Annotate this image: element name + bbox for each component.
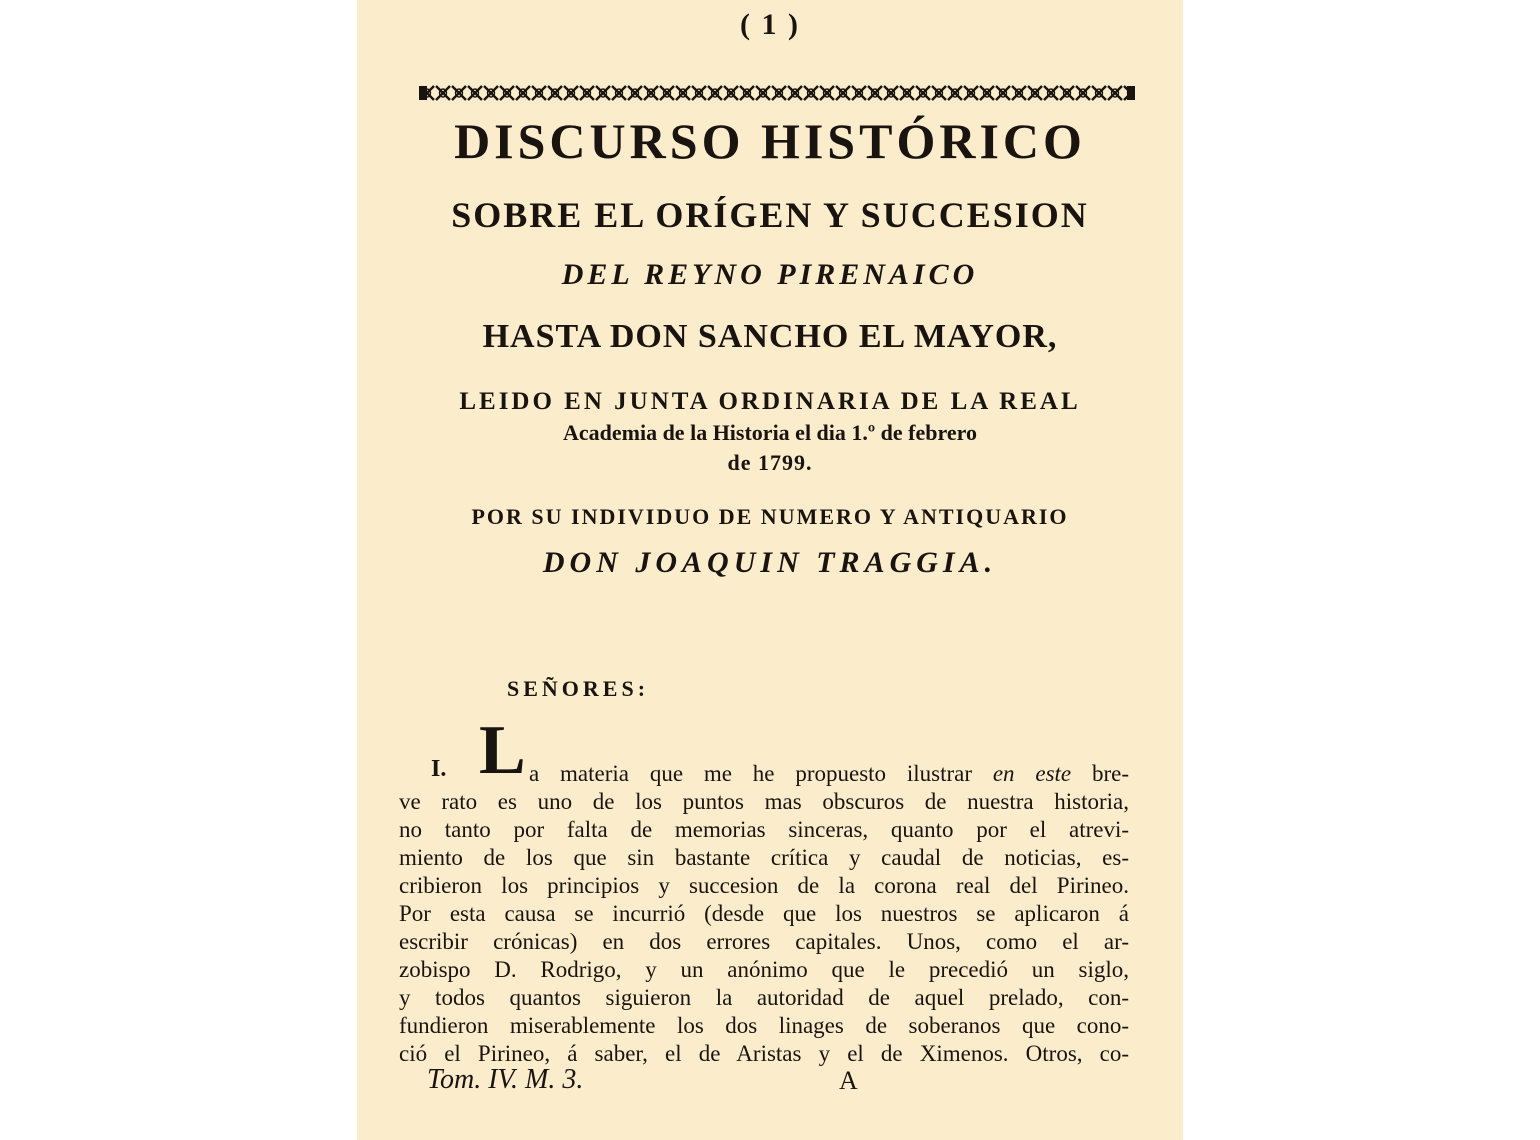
body-line: fundieron miserablemente los dos linages de soberanos que cono- bbox=[399, 1013, 1129, 1038]
read-note-line-3: de 1799. bbox=[727, 450, 813, 475]
book-page bbox=[357, 0, 1183, 1140]
byline-role: POR SU INDIVIDUO DE NUMERO Y ANTIQUARIO bbox=[471, 504, 1069, 529]
ornamental-rule bbox=[419, 80, 1135, 106]
body-line-first bbox=[529, 760, 1129, 788]
title-line-4: HASTA DON SANCHO EL MAYOR, bbox=[482, 318, 1058, 355]
body-text-segment: bre- bbox=[1071, 761, 1129, 786]
body-line: y todos quantos siguieron la autoridad de aquel prelado, con- bbox=[399, 985, 1129, 1010]
body-line: zobispo D. Rodrigo, y un anónimo que le precedió un siglo, bbox=[399, 957, 1129, 982]
paragraph-number: I. bbox=[431, 756, 447, 782]
author-name: DON JOAQUIN TRAGGIA. bbox=[542, 546, 998, 579]
body-line: ció el Pirineo, á saber, el de Aristas y el de Ximenos. Otros, co- bbox=[399, 1041, 1129, 1066]
body-line: miento de los que sin bastante crítica y caudal de noticias, es- bbox=[399, 845, 1129, 870]
gathering-mark: A bbox=[839, 1066, 858, 1095]
signature-mark: Tom. IV. M. 3. bbox=[427, 1064, 584, 1095]
body-text-italic: en este bbox=[992, 761, 1072, 786]
read-note-line-2: Academia de la Historia el dia 1.º de febrero bbox=[562, 420, 977, 445]
title-line-1: DISCURSO HISTÓRICO bbox=[454, 113, 1086, 169]
read-note-line-1: LEIDO EN JUNTA ORDINARIA DE LA REAL bbox=[459, 388, 1081, 415]
body-line: escribir crónicas) en dos errores capitales. Unos, como el ar- bbox=[399, 929, 1129, 954]
salutation: SEÑORES: bbox=[507, 676, 650, 701]
body-text-segment: a materia que me he propuesto ilustrar bbox=[529, 761, 993, 786]
body-line: Por esta causa se incurrió (desde que los nuestros se aplicaron á bbox=[399, 901, 1129, 926]
body-line: no tanto por falta de memorias sinceras, quanto por el atrevi- bbox=[399, 817, 1129, 842]
title-line-3: DEL REYNO PIRENAICO bbox=[561, 258, 979, 291]
title-line-2: SOBRE EL ORÍGEN Y SUCCESION bbox=[451, 195, 1089, 235]
body-line: cribieron los principios y succesion de la corona real del Pirineo. bbox=[399, 873, 1129, 898]
page-number: ( 1 ) bbox=[740, 8, 800, 41]
drop-cap: L bbox=[479, 712, 526, 789]
body-line: ve rato es uno de los puntos mas obscuros de nuestra historia, bbox=[399, 789, 1129, 814]
